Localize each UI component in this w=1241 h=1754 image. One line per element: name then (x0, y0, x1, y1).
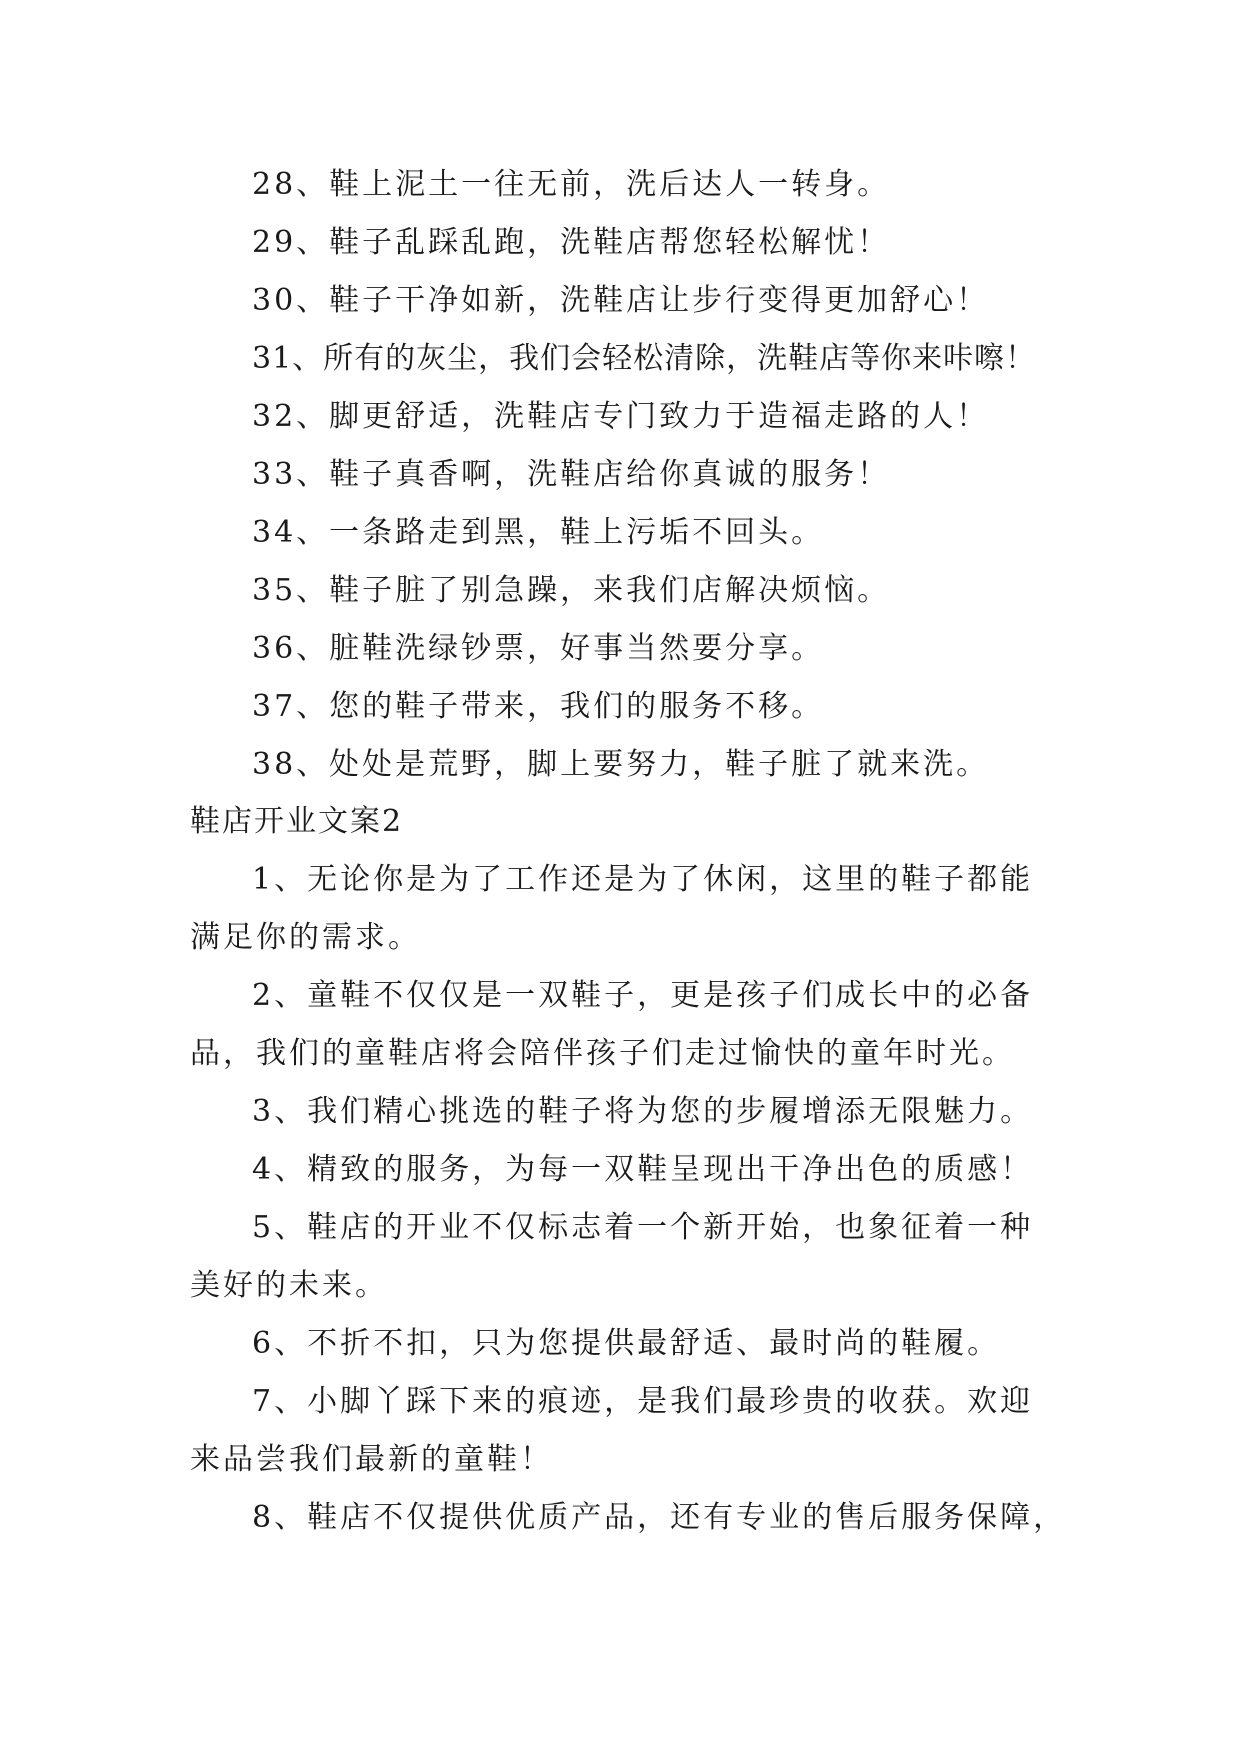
paragraph-line: 美好的未来。 (190, 1268, 388, 1303)
list-item: 33、鞋子真香啊，洗鞋店给你真诚的服务！ (252, 457, 891, 492)
paragraph-line: 来品尝我们最新的童鞋！ (190, 1442, 553, 1477)
paragraph-line: 满足你的需求。 (190, 920, 421, 955)
section-heading: 鞋店开业文案2 (190, 804, 404, 839)
list-item: 31、所有的灰尘，我们会轻松清除，洗鞋店等你来咔嚓！ (252, 341, 1037, 376)
list-item: 28、鞋上泥土一往无前，洗后达人一转身。 (252, 167, 891, 202)
paragraph-line: 5、鞋店的开业不仅标志着一个新开始，也象征着一种 (252, 1210, 1034, 1245)
paragraph-line: 1、无论你是为了工作还是为了休闲，这里的鞋子都能 (252, 862, 1034, 897)
list-item: 29、鞋子乱踩乱跑，洗鞋店帮您轻松解忧！ (252, 225, 891, 260)
paragraph-line: 品，我们的童鞋店将会陪伴孩子们走过愉快的童年时光。 (190, 1036, 1015, 1071)
list-item: 30、鞋子干净如新，洗鞋店让步行变得更加舒心！ (252, 283, 990, 318)
list-item: 32、脚更舒适，洗鞋店专门致力于造福走路的人！ (252, 399, 990, 434)
paragraph-line: 8、鞋店不仅提供优质产品，还有专业的售后服务保障， (252, 1500, 1067, 1535)
paragraph-line: 2、童鞋不仅仅是一双鞋子，更是孩子们成长中的必备 (252, 978, 1034, 1013)
list-item: 35、鞋子脏了别急躁，来我们店解决烦恼。 (252, 573, 891, 608)
list-item: 36、脏鞋洗绿钞票，好事当然要分享。 (252, 631, 825, 666)
list-item: 38、处处是荒野，脚上要努力，鞋子脏了就来洗。 (252, 747, 990, 782)
paragraph-line: 3、我们精心挑选的鞋子将为您的步履增添无限魅力。 (252, 1094, 1034, 1129)
list-item: 37、您的鞋子带来，我们的服务不移。 (252, 689, 825, 724)
paragraph-line: 4、精致的服务，为每一双鞋呈现出干净出色的质感！ (252, 1152, 1034, 1187)
paragraph-line: 6、不折不扣，只为您提供最舒适、最时尚的鞋履。 (252, 1326, 1001, 1361)
paragraph-line: 7、小脚丫踩下来的痕迹，是我们最珍贵的收获。欢迎 (252, 1384, 1034, 1419)
list-item: 34、一条路走到黑，鞋上污垢不回头。 (252, 515, 825, 550)
